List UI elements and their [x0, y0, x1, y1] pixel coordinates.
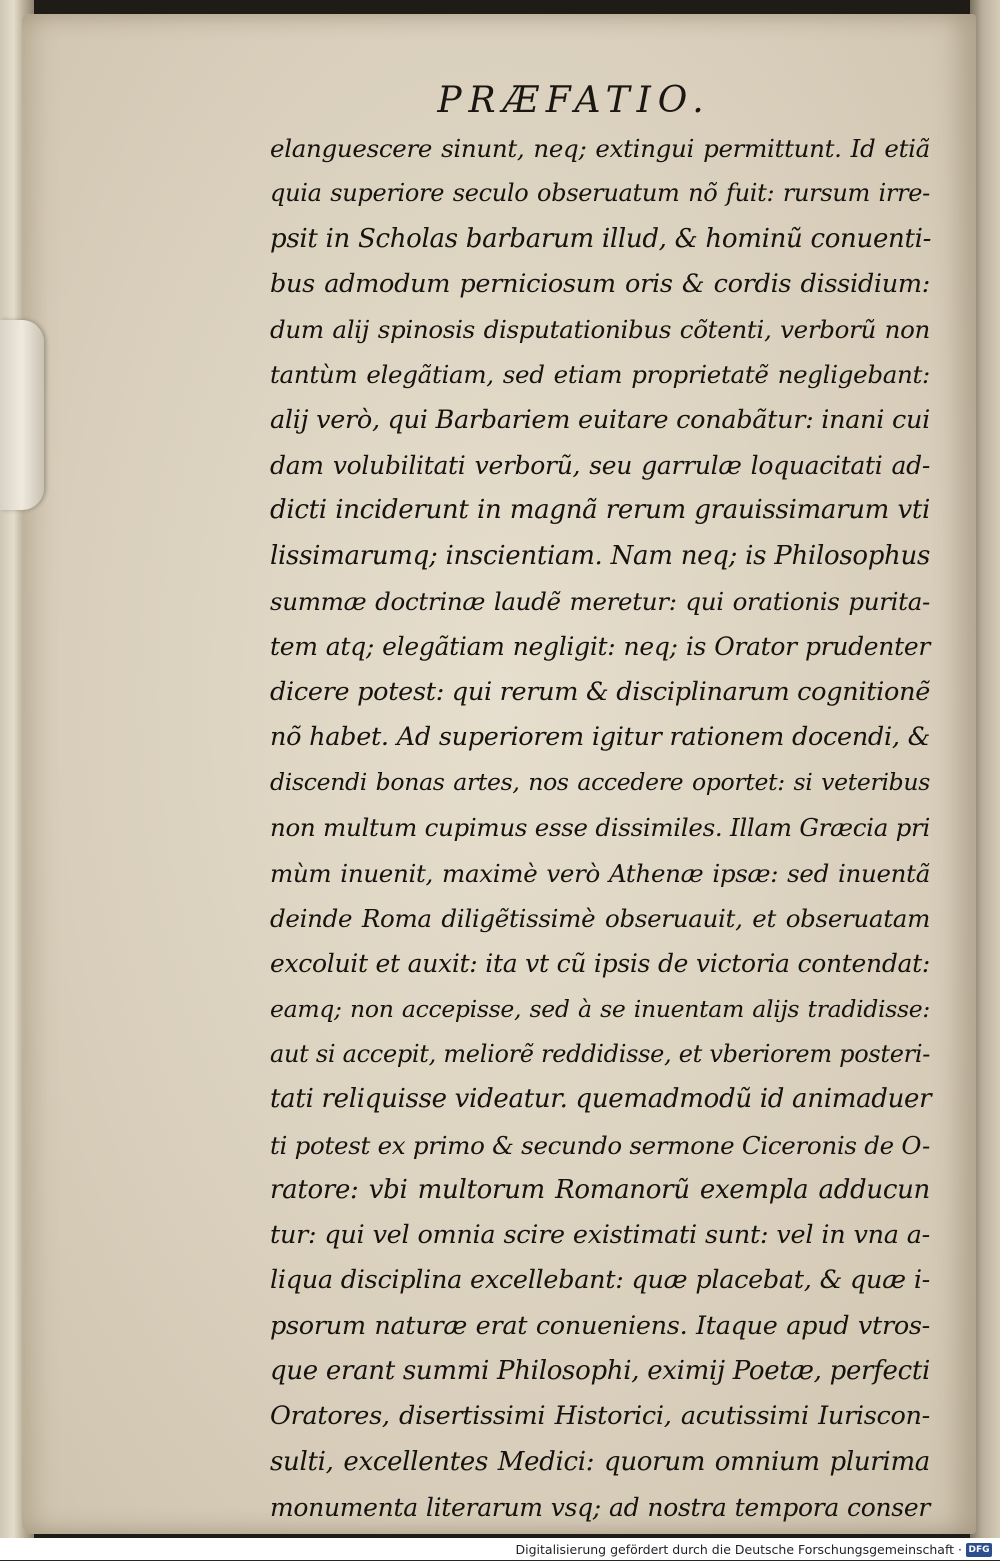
text-line: excoluit et auxit: ita vt cũ ipsis de victoria contendat:	[270, 949, 930, 979]
text-line: tantùm elegãtiam, sed etiam proprietatẽ negligebant:	[270, 360, 930, 390]
paper-page	[22, 14, 976, 1534]
text-line: discendi bonas artes, nos accedere oportet: si veteribus	[270, 768, 930, 797]
digitization-footer	[0, 1538, 1000, 1560]
running-title: PRÆFATIO.	[437, 80, 711, 121]
text-line: alij verò, qui Barbariem euitare conabãtur: inani cui	[270, 404, 930, 435]
text-line: quia superiore seculo obseruatum nõ fuit: rursum irre-	[270, 179, 930, 208]
text-line: psit in Scholas barbarum illud, & hominũ conuenti-	[270, 223, 932, 254]
catchword	[270, 1530, 930, 1538]
text-line: aut si accepit, meliorẽ reddidisse, et vberiorem posteri-	[270, 1039, 930, 1068]
text-line: dam volubilitati verborũ, seu garrulæ loquacitati ad-	[270, 451, 930, 481]
text-line: mùm inuenit, maximè verò Athenæ ipsæ: sed inuentã	[270, 858, 930, 888]
text-line: elanguescere sinunt, neq; extingui permittunt. Id etiã	[270, 134, 930, 163]
text-line: que erant summi Philosophi, eximij Poetæ, perfecti	[270, 1356, 930, 1387]
dfg-logo-icon: DFG	[966, 1543, 992, 1557]
text-line: Oratores, disertissimi Historici, acutissimi Iuriscon-	[270, 1401, 930, 1432]
text-line: lissimarumq; inscientiam. Nam neq; is Philosophus	[270, 540, 930, 571]
text-line: non multum cupimus esse dissimiles. Illam Græcia pri	[270, 813, 930, 843]
text-line: ratore: vbi multorum Romanorũ exempla adducun	[270, 1174, 930, 1205]
text-line: tem atq; elegãtiam negligit: neq; is Orator prudenter	[270, 632, 930, 662]
text-line: deinde Roma diligẽtissimè obseruauit, et obseruatam	[270, 904, 930, 934]
text-line: tur: qui vel omnia scire existimati sunt: vel in vna a-	[270, 1220, 930, 1251]
text-line: monumenta literarum vsq; ad nostra tempora conser	[270, 1492, 930, 1522]
text-line: ti potest ex primo & secundo sermone Ciceronis de O-	[270, 1130, 930, 1160]
text-line: eamq; non accepisse, sed à se inuentam alijs tradidisse:	[270, 994, 930, 1023]
text-line: dicti inciderunt in magnã rerum grauissimarum vti	[270, 495, 930, 526]
text-line: liqua disciplina excellebant: quæ placebat, & quæ i-	[270, 1265, 930, 1296]
text-line: summæ doctrinæ laudẽ meretur: qui orationis purita-	[270, 586, 930, 616]
footer-credit: Digitalisierung gefördert durch die Deutsche Forschungsgemeinschaft ·	[515, 1541, 962, 1557]
text-line: bus admodum perniciosum oris & cordis dissidium:	[270, 268, 930, 299]
book-clasp	[0, 320, 44, 510]
text-line: dum alij spinosis disputationibus cõtenti, verborũ non	[270, 315, 930, 345]
body-text	[270, 126, 930, 1538]
text-line: dicere potest: qui rerum & disciplinarum cognitionẽ	[270, 676, 930, 707]
text-line: tati reliquisse videatur. quemadmodũ id animaduer	[270, 1084, 932, 1115]
text-line: nõ habet. Ad superiorem igitur rationem docendi, &	[270, 721, 930, 752]
text-line: psorum naturæ erat conueniens. Itaque apud vtros-	[270, 1310, 930, 1341]
text-line: sulti, excellentes Medici: quorum omnium plurima	[270, 1446, 930, 1477]
